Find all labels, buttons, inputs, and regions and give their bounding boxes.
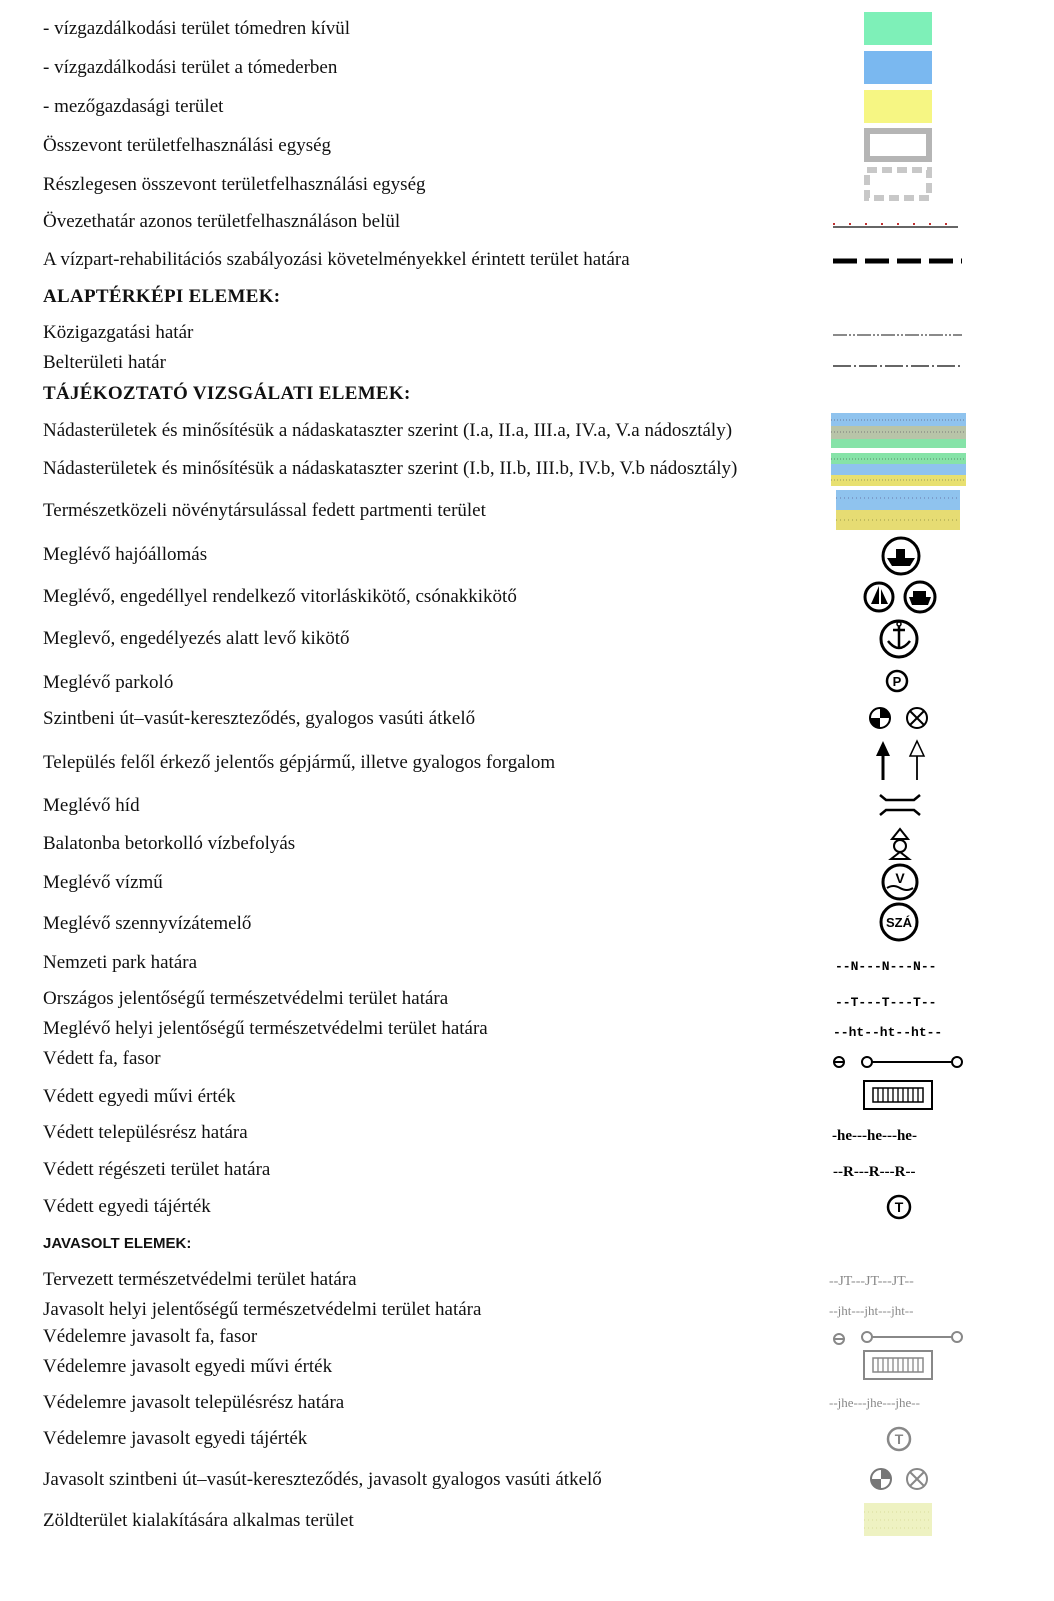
legend-label: Meglévő szennyvízátemelő [43, 913, 252, 934]
zone-boundary-line-icon [0, 211, 1054, 251]
built-value-icon [0, 1086, 1054, 1126]
legend-label: Nádasterületek és minősítésük a nádaskataszter szerint (I.b, II.b, III.b, IV.b, V.b nádosztály) [43, 458, 738, 479]
parking-icon [0, 672, 1054, 712]
section-title: JAVASOLT ELEMEK: [43, 1235, 192, 1252]
landscape-letter: T [894, 1199, 904, 1215]
proposed-settlement-line-icon [0, 1392, 1054, 1432]
legend-label: Védelemre javasolt egyedi művi érték [43, 1356, 333, 1377]
parking-letter: P [892, 674, 902, 689]
legend-label: A vízpart-rehabilitációs szabályozási követelményekkel érintett terület határa [43, 249, 630, 270]
waterfront-rehab-line-icon [0, 249, 1054, 289]
legend-label: - vízgazdálkodási terület a tómederben [43, 57, 338, 78]
partially-merged-frame-icon [0, 174, 1054, 214]
legend-label: Javasolt helyi jelentőségű természetvédelmi terület határa [43, 1299, 482, 1320]
landscape-value-icon [0, 1196, 1054, 1236]
proposed-built-value-icon [0, 1356, 1054, 1396]
wastewater-text: SZÁ [886, 915, 912, 930]
national-protected-pattern: --T---T---T-- [835, 995, 937, 1010]
bridge-icon [0, 795, 1054, 835]
traffic-arrows-icon [0, 752, 1054, 792]
legend-label: Meglévő hajóállomás [43, 544, 208, 565]
legend-label: Balatonba betorkolló vízbefolyás [43, 833, 296, 854]
proposed-settlement-pattern: --jhe---jhe---jhe-- [829, 1395, 920, 1410]
legend-label: Védett egyedi művi érték [43, 1086, 236, 1107]
legend-label: Védelemre javasolt egyedi tájérték [43, 1428, 308, 1449]
legend-label: Közigazgatási határ [43, 322, 194, 343]
legend-label: Meglévő vízmű [43, 872, 163, 893]
anchor-icon [0, 628, 1054, 668]
protected-settlement-line-icon [0, 1122, 1054, 1162]
settlement-pattern: -he---he---he- [832, 1128, 917, 1144]
proposed-landscape-letter: T [894, 1431, 904, 1447]
wastewater-pump-icon [0, 913, 1054, 953]
legend-label: Település felől érkező jelentős gépjármű, illetve gyalogos forgalom [43, 752, 556, 773]
legend-label: Nádasterületek és minősítésük a nádaskataszter szerint (I.a, II.a, III.a, IV.a, V.a nádosztály) [43, 420, 733, 441]
legend-label: Belterületi határ [43, 352, 166, 373]
legend-label: Meglévő parkoló [43, 672, 174, 693]
section-title: ALAPTÉRKÉPI ELEMEK: [43, 286, 281, 307]
legend-label: Meglévő híd [43, 795, 140, 816]
archaeological-pattern: --R---R---R-- [833, 1164, 916, 1180]
ship-station-icon [0, 544, 1054, 584]
proposed-local-pattern: --jht---jht---jht-- [829, 1303, 914, 1318]
legend-label: Tervezett természetvédelmi terület határa [43, 1269, 357, 1290]
legend-label: Természetközeli növénytársulással fedett partmenti terület [43, 500, 486, 521]
legend-label: Védelemre javasolt településrész határa [43, 1392, 345, 1413]
legend-label: Védett településrész határa [43, 1122, 248, 1143]
legend-label: Összevont területfelhasználási egység [43, 135, 332, 156]
rail-crossing-icons [0, 708, 1054, 748]
planned-protected-pattern: --JT---JT---JT-- [829, 1274, 914, 1289]
legend-label: Részlegesen összevont területfelhasználási egység [43, 174, 426, 195]
legend-label: - vízgazdálkodási terület tómedren kívül [43, 18, 351, 39]
waterworks-letter: V [895, 870, 905, 886]
legend-label: Nemzeti park határa [43, 952, 198, 973]
national-park-line-icon [0, 952, 1054, 992]
legend-label: Szintbeni út–vasút-kereszteződés, gyalogos vasúti átkelő [43, 708, 476, 729]
national-park-pattern: --N---N---N-- [835, 959, 937, 974]
legend-label: - mezőgazdasági terület [43, 96, 224, 117]
local-protected-pattern: --ht--ht--ht-- [833, 1025, 943, 1040]
merged-unit-frame-icon [0, 135, 1054, 175]
archaeological-line-icon [0, 1159, 1054, 1199]
proposed-landscape-value-icon [0, 1428, 1054, 1468]
near-natural-pattern-icon [0, 500, 1054, 540]
legend-label: Övezethatár azonos területfelhasználáson belül [43, 211, 401, 232]
legend-label: Zöldterület kialakítására alkalmas terület [43, 1510, 354, 1531]
legend-label: Védett régészeti terület határa [43, 1159, 271, 1180]
legend-label: Meglévő helyi jelentőségű természetvédelmi terület határa [43, 1018, 488, 1039]
green-area-swatch-icon [0, 1510, 1054, 1550]
legend-label: Meglevő, engedélyezés alatt levő kikötő [43, 628, 350, 649]
legend-label: Védelemre javasolt fa, fasor [43, 1326, 258, 1347]
legend-label: Meglévő, engedéllyel rendelkező vitorláskikötő, csónakkikötő [43, 586, 517, 607]
legend-label: Javasolt szintbeni út–vasút-kereszteződés, javasolt gyalogos vasúti átkelő [43, 1469, 602, 1490]
legend-label: Védett egyedi tájérték [43, 1196, 211, 1217]
legend-label: Védett fa, fasor [43, 1048, 161, 1069]
section-title: TÁJÉKOZTATÓ VIZSGÁLATI ELEMEK: [43, 383, 411, 404]
legend-label: Országos jelentőségű természetvédelmi terület határa [43, 988, 449, 1009]
